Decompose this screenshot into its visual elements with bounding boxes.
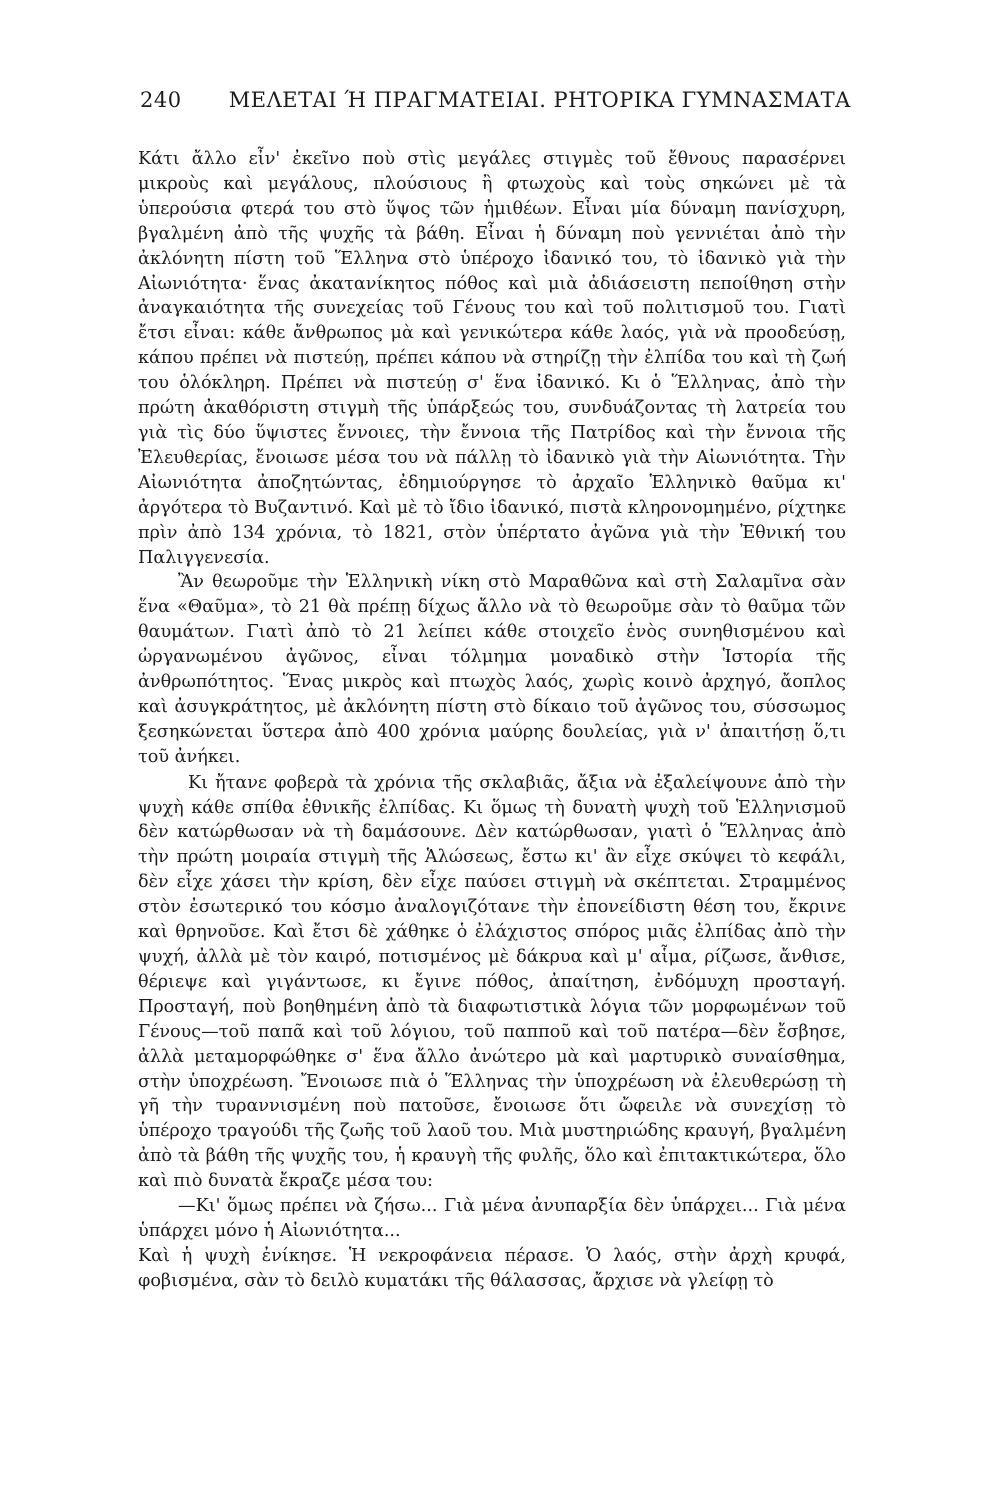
- paragraph: Κάτι ἄλλο εἶν' ἐκεῖνο ποὺ στὶς μεγάλες στιγμὲς τοῦ ἔθνους παρασέρνει μικροὺς καὶ μεγάλους, πλούσιους ἢ φτωχοὺς καὶ τοὺς σηκώνει μὲ τὰ ὑπερούσια φτερά του στὸ ὕψος τῶν ἡμιθέων. Εἶναι μία δύναμη πανίσχυρη, βγαλμένη ἀπὸ τῆς ψυχῆς τὰ βάθη. Εἶναι ἡ δύναμη ποὺ γεννιέται ἀπὸ τὴν ἀκλόνητη πίστη τοῦ Ἕλληνα στὸ ὑπέροχο ἰδανικό του, τὸ ἰδανικὸ γιὰ τὴν Αἰωνιότητα· ἕνας ἀκατανίκητος πόθος καὶ μιὰ ἀδιάσειστη πεποίθηση στὴν ἀναγκαιότητα τῆς συνεχείας τοῦ Γένους του καὶ τοῦ πολιτισμοῦ του. Γιατὶ ἔτσι εἶναι: κάθε ἄνθρωπος μὰ καὶ γενικώτερα κάθε λαός, γιὰ νὰ προοδεύσῃ, κάπου πρέπει νὰ πιστεύῃ, πρέπει κάπου νὰ στηρίζῃ τὴν ἐλπίδα του καὶ τὴ ζωή του ὁλόκληρη. Πρέπει νὰ πιστεύῃ σ' ἕνα ἰδανικό. Κι ὁ Ἕλληνας, ἀπὸ τὴν πρώτη ἀκαθόριστη στιγμὴ τῆς ὑπάρξεώς του, συνδυάζοντας τὴ λατρεία του γιὰ τὶς δύο ὕψιστες ἔννοιες, τὴν ἔννοια τῆς Πατρίδος καὶ τὴν ἔννοια τῆς Ἐλευθερίας, ἔνοιωσε μέσα του νὰ πάλλῃ τὸ ἰδανικὸ γιὰ τὴν Αἰωνιότητα. Τὴν Αἰωνιότητα ἀποζητώντας, ἐδημιούργησε τὸ ἀρχαῖο Ἑλληνικὸ θαῦμα κι' ἀργότερα τὸ Βυζαντινό. Καὶ μὲ τὸ ἴδιο ἰδανικό, πιστὰ κληρονομημένο, ρίχτηκε πρὶν ἀπὸ 134 χρόνια, τὸ 1821, στὸν ὑπέρτατο ἀγῶνα γιὰ τὴν Ἐθνική του Παλιγγενεσία.: [138, 149, 846, 568]
- dialogue-line: —Κι' ὅμως πρέπει νὰ ζήσω... Γιὰ μένα ἀνυπαρξία δὲν ὑπάρχει... Γιὰ μένα ὑπάρχει μόνο ἡ Αἰωνιότητα...: [138, 1196, 846, 1241]
- body-text: [138, 147, 846, 1294]
- paragraph: Καὶ ἡ ψυχὴ ἐνίκησε. Ἡ νεκροφάνεια πέρασε. Ὁ λαός, στὴν ἀρχὴ κρυφά, φοβισμένα, σὰν τὸ δειλὸ κυματάκι τῆς θάλασσας, ἄρχισε νὰ γλείφῃ τὸ: [138, 1245, 846, 1291]
- paragraph: Κι ἤτανε φοβερὰ τὰ χρόνια τῆς σκλαβιᾶς, ἄξια νὰ ἐξαλείψουνε ἀπὸ τὴν ψυχὴ κάθε σπίθα ἐθνικῆς ἐλπίδας. Κι ὅμως τὴ δυνατὴ ψυχὴ τοῦ Ἑλληνισμοῦ δὲν κατώρθωσαν νὰ τὴ δαμάσουνε. Δὲν κατώρθωσαν, γιατὶ ὁ Ἕλληνας ἀπὸ τὴν πρώτη μοιραία στιγμὴ τῆς Ἁλώσεως, ἔστω κι' ἂν εἶχε σκύψει τὸ κεφάλι, δὲν εἶχε χάσει τὴν κρίση, δὲν εἶχε παύσει στιγμὴ νὰ σκέπτεται. Στραμμένος στὸν ἐσωτερικό του κόσμο ἀναλογιζότανε τὴν ἐπονείδιστη θέση του, ἔκρινε καὶ θρηνοῦσε. Καὶ ἔτσι δὲ χάθηκε ὁ ἐλάχιστος σπόρος μιᾶς ἐλπίδας ἀπὸ τὴν ψυχή, ἀλλὰ μὲ τὸν καιρό, ποτισμένος μὲ δάκρυα καὶ μ' αἷμα, ρίζωσε, ἄνθισε, θέριεψε καὶ γιγάντωσε, κι ἔγινε πόθος, ἀπαίτηση, ἐνδόμυχη προσταγή. Προσταγή, ποὺ βοηθημένη ἀπὸ τὰ διαφωτιστικὰ λόγια τῶν μορφωμένων τοῦ Γένους—τοῦ παπᾶ καὶ τοῦ λόγιου, τοῦ παπποῦ καὶ τοῦ πατέρα—δὲν ἔσβησε, ἀλλὰ μεταμορφώθηκε σ' ἕνα ἄλλο ἀνώτερο μὰ καὶ μαρτυρικὸ συναίσθημα, στὴν ὑποχρέωση. Ἔνοιωσε πιὰ ὁ Ἕλληνας τὴν ὑποχρέωση νὰ ἐλευθερώσῃ τὴ γῆ τὴν τυραννισμένη ποὺ πατοῦσε, ἔνοιωσε ὅτι ὤφειλε νὰ συνεχίσῃ τὸ ὑπέροχο τραγούδι τῆς ζωῆς τοῦ λαοῦ του. Μιὰ μυστηριώδης κραυγή, βγαλμένη ἀπὸ τὰ βάθη τῆς ψυχῆς του, ἡ κραυγὴ τῆς φυλῆς, ὅλο καὶ ἐπιτακτικώτερα, ὅλο καὶ πιὸ δυνατὰ ἔκραζε μέσα του:: [138, 772, 846, 1192]
- page-header: [140, 88, 860, 118]
- paragraph: Ἂν θεωροῦμε τὴν Ἑλληνικὴ νίκη στὸ Μαραθῶνα καὶ στὴ Σαλαμῖνα σὰν ἕνα «Θαῦμα», τὸ 21 θὰ πρέπῃ δίχως ἄλλο νὰ τὸ θεωροῦμε σὰν τὸ θαῦμα τῶν θαυμάτων. Γιατὶ ἀπὸ τὸ 21 λείπει κάθε στοιχεῖο ἑνὸς συνηθισμένου καὶ ὠργανωμένου ἀγῶνος, εἶναι τόλμημα μοναδικὸ στὴν Ἱστορία τῆς ἀνθρωπότητος. Ἕνας μικρὸς καὶ πτωχὸς λαός, χωρὶς κοινὸ ἀρχηγό, ἄοπλος καὶ ἀσυγκράτητος, μὲ ἀκλόνητη πίστη στὸ δίκαιο τοῦ ἀγῶνος του, σύσσωμος ξεσηκώνεται ὕστερα ἀπὸ 400 χρόνια μαύρης δουλείας, γιὰ ν' ἀπαιτήσῃ ὅ,τι τοῦ ἀνήκει.: [138, 572, 846, 767]
- page-number: 240: [140, 88, 182, 112]
- running-title: ΜΕΛΕΤΑΙ Ή ΠΡΑΓΜΑΤΕΙΑΙ. ΡΗΤΟΡΙΚΑ ΓΥΜΝΑΣΜΑΤΑ: [228, 88, 851, 112]
